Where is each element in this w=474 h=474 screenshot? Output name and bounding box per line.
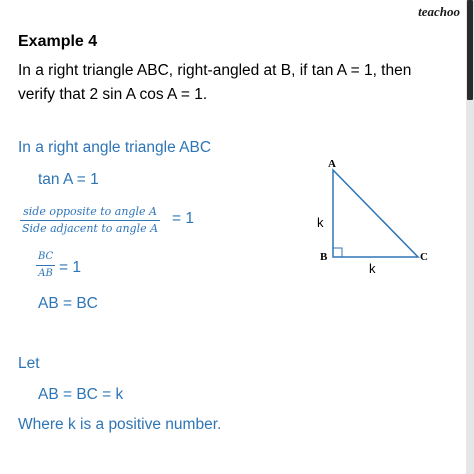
fraction-bar	[36, 265, 55, 266]
bc-numerator: BC	[38, 251, 54, 262]
ratio-numerator: side opposite to angle A	[23, 205, 157, 218]
let-text: Let	[18, 355, 40, 372]
bc-ab-rhs: = 1	[59, 259, 81, 276]
solution-intro: In a right angle triangle ABC	[18, 139, 212, 156]
right-angle-marker	[333, 248, 342, 257]
bc-ab-fraction	[36, 250, 55, 281]
triangle-abc	[333, 170, 418, 257]
side-label-ab: k	[317, 215, 324, 230]
ratio-denominator: Side adjacent to angle A	[22, 222, 159, 235]
ab-denominator: AB	[38, 268, 53, 279]
side-label-bc: k	[369, 261, 376, 276]
scrollbar-thumb[interactable]	[467, 0, 473, 100]
vertex-label-c: C	[420, 251, 428, 263]
question-text: In a right triangle ABC, right-angled at B, if tan A = 1, then verify that 2 sin A cos A = 1.	[18, 62, 412, 103]
tan-equation: tan A = 1	[38, 171, 99, 188]
positive-note: Where k is a positive number.	[18, 416, 222, 433]
right-triangle-diagram	[300, 150, 440, 280]
vertical-scrollbar[interactable]	[466, 0, 474, 474]
teachoo-watermark: teachoo	[418, 4, 460, 19]
ab-equals-bc: AB = BC	[38, 295, 98, 312]
fraction-bar	[20, 220, 160, 221]
ratio-rhs: = 1	[172, 210, 194, 227]
assignment-equation: AB = BC = k	[38, 386, 124, 403]
vertex-label-b: B	[320, 251, 328, 263]
ratio-fraction	[20, 205, 160, 236]
example-heading: Example 4	[18, 33, 98, 50]
vertex-label-a: A	[328, 158, 336, 170]
